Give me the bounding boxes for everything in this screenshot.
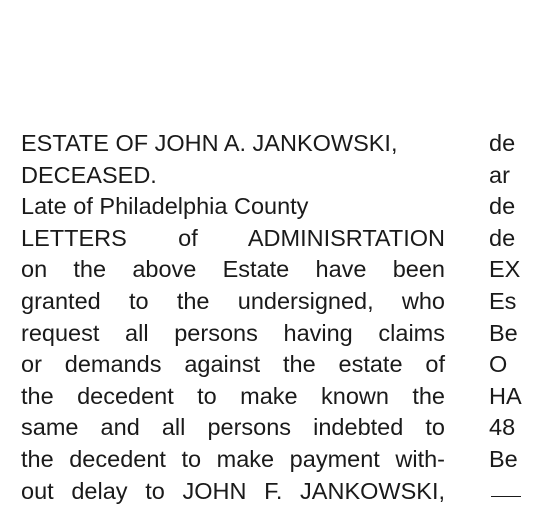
notice-body-line: same and all persons indebted to xyxy=(21,414,445,441)
right-column-line: O xyxy=(489,351,508,378)
right-column-line: Be xyxy=(489,445,518,472)
right-column-line: Es xyxy=(489,287,517,314)
right-column-line: de xyxy=(489,224,516,251)
notice-body-line: out delay to JOHN F. JANKOWSKI, xyxy=(21,477,445,504)
notice-body-line: LETTERS of ADMINISRTATION xyxy=(21,224,445,251)
right-column-line: de xyxy=(489,130,516,156)
right-column-line: EX xyxy=(489,256,521,283)
notice-body-line: granted to the undersigned, who xyxy=(21,287,445,314)
notice-body-line: the decedent to make known the xyxy=(21,382,445,409)
notice-body-line: the decedent to make payment with- xyxy=(21,445,445,472)
notice-separator-rule xyxy=(491,496,521,497)
notice-heading-line-2: DECEASED. xyxy=(21,161,157,188)
notice-heading-line-1: ESTATE OF JOHN A. JANKOWSKI, xyxy=(21,130,398,156)
right-column-line: ar xyxy=(489,161,510,188)
notice-body-line: or demands against the estate of xyxy=(21,351,445,378)
right-column-line: Be xyxy=(489,319,518,346)
right-column-line: de xyxy=(489,193,516,220)
notice-body-line: request all persons having claims xyxy=(21,319,445,346)
notice-body-line: on the above Estate have been xyxy=(21,256,445,283)
truncated-right-column xyxy=(489,128,549,476)
estate-notice-left-column xyxy=(21,128,445,507)
right-column-line: HA xyxy=(489,382,522,409)
right-column-line: 48 xyxy=(489,414,516,441)
notice-county-line: Late of Philadelphia County xyxy=(21,193,309,220)
